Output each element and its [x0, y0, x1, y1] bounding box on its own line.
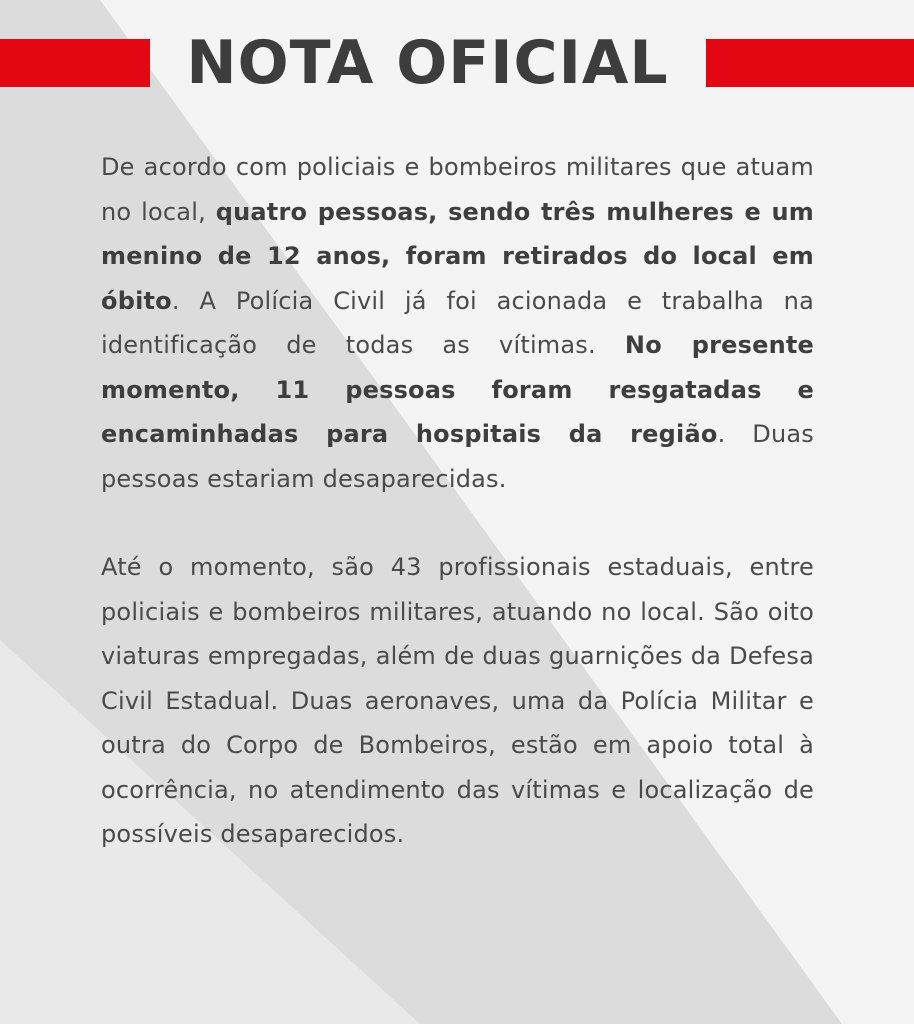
- text-segment-bold: No presente momento, 11 pessoas foram resgatadas e encaminhadas para hospitais da região: [101, 331, 815, 448]
- statement-body: [101, 145, 814, 857]
- red-accent-bar-left: [0, 39, 150, 87]
- red-accent-bar-right: [706, 39, 914, 87]
- page-title: NOTA OFICIAL: [186, 28, 669, 98]
- text-segment-bold: quatro pessoas, sendo três mulheres e um menino de 12 anos, foram retirados do local em óbito: [101, 197, 814, 315]
- text-segment: De acordo com policiais e bombeiros militares que atuam no local,: [101, 153, 814, 226]
- header: [0, 26, 914, 100]
- paragraph-resources: [101, 545, 814, 857]
- text-segment: . Duas pessoas estariam desaparecidas.: [101, 420, 814, 493]
- text-segment: Até o momento, são 43 profissionais estaduais, entre policiais e bombeiros militares, atuando no local. São oito viaturas empregadas, além de duas guarnições da Defesa Civil Estadual. Duas aeronaves, uma da Polícia Militar e outra do Corpo de Bombeiros, estão em apoio total à ocorrência, no atendimento das vítimas e localização de possíveis desaparecidos.: [101, 553, 814, 848]
- text-segment: . A Polícia Civil já foi acionada e trabalha na identificação de todas as vítimas.: [101, 286, 814, 359]
- paragraph-casualties: [101, 145, 814, 501]
